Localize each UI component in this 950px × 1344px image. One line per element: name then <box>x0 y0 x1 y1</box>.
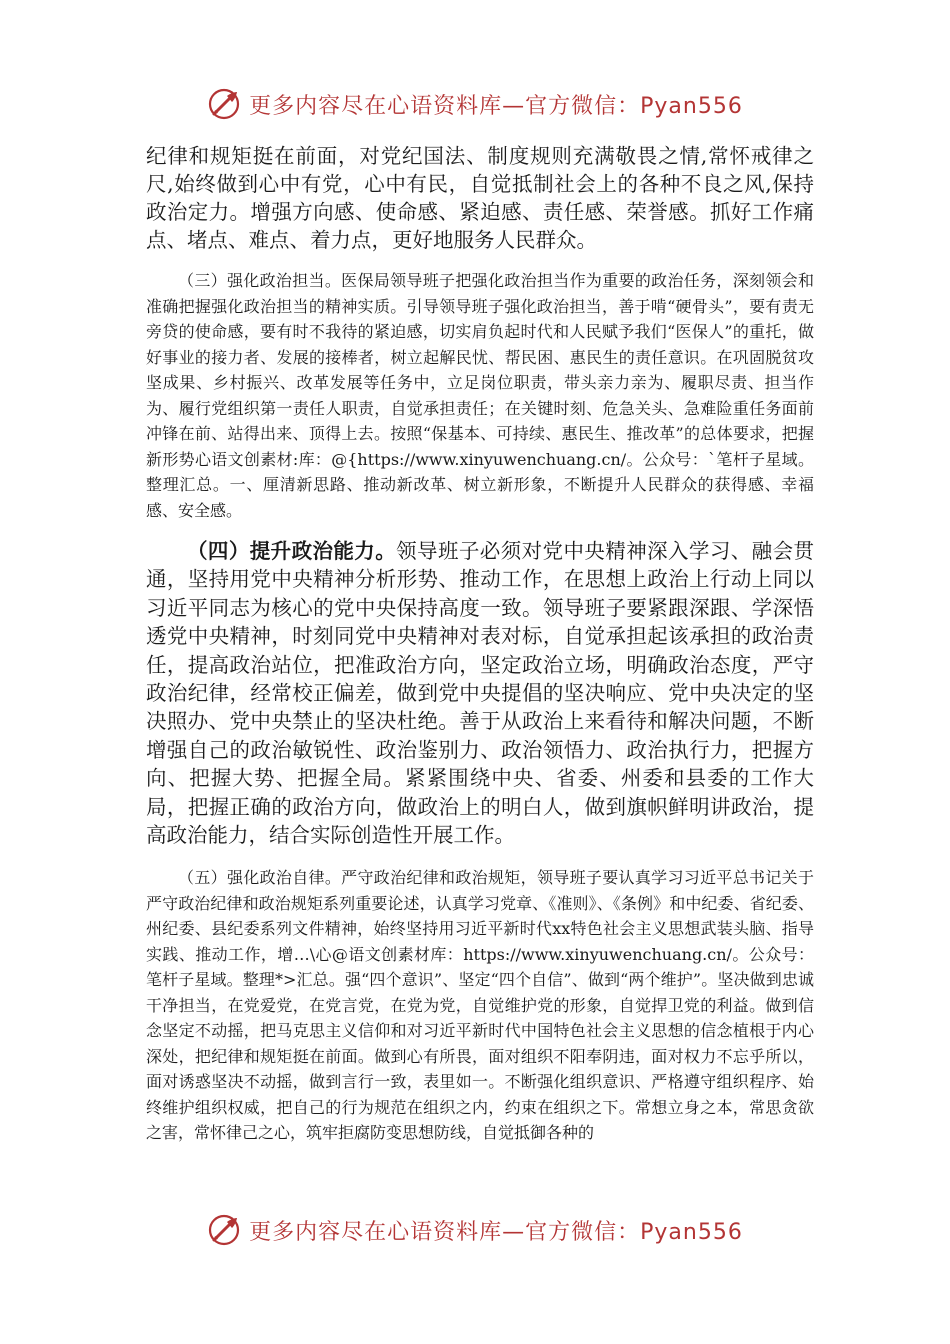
quill-pen-logo-icon <box>207 87 241 121</box>
paragraph-political-self-discipline: （五）强化政治自律。严守政治纪律和政治规矩，领导班子要认真学习习近平总书记关于严守政治纪律和政治规矩系列重要论述，认真学习党章、《准则》、《条例》和中纪委、省纪委、州纪委、县纪委系列文件精神，始终坚持用习近平新时代xx特色社会主义思想武装头脑、指导实践、推动工作，增…\心@语文创素材库：https://www.xinyuwenchuang.cn/。公众号：笔杆子星域。整理*>汇总。强“四个意识”、坚定“四个自信”、做到“两个维护”。坚决做到忠诚干净担当，在党爱党，在党言党，在党为党，自觉维护党的形象，自觉捍卫党的利益。做到信念坚定不动摇，把马克思主义信仰和对习近平新时代中国特色社会主义思想的信念植根于内心深处，把纪律和规矩挺在前面。做到心有所畏，面对组织不阳奉阴违，面对权力不忘乎所以，面对诱惑坚决不动摇，做到言行一致，表里如一。不断强化组织意识、严格遵守组织程序、始终维护组织权威，把自己的行为规范在组织之内，约束在组织之下。常想立身之本，常思贪欲之害，常怀律己之心，筑牢拒腐防变思想防线，自觉抵御各种的 <box>146 868 814 1143</box>
section-heading-political-capability: （四）提升政治能力。 <box>187 539 397 563</box>
paragraph-political-capability-body: 领导班子必须对党中央精神深入学习、融会贯通，坚持用党中央精神分析形势、推动工作，在思想上政治上行动上同以习近平同志为核心的党中央保持高度一致。领导班子要紧跟深跟、学深悟透党中央精神，时刻同党中央精神对表对标，自觉承担起该承担的政治责任，提高政治站位，把准政治方向，坚定政治立场，明确政治态度，严守政治纪律，经常校正偏差，做到党中央提倡的坚决响应、党中央决定的坚决照办、党中央禁止的坚决杜绝。善于从政治上来看待和解决问题，不断增强自己的政治敏锐性、政治鉴别力、政治领悟力、政治执行力，把握方向、把握大势、把握全局。紧紧围绕中央、省委、州委和县委的工作大局，把握正确的政治方向，做政治上的明白人，做到旗帜鲜明讲政治，提高政治能力，结合实际创造性开展工作。 <box>146 539 815 848</box>
footer-banner <box>0 1208 950 1252</box>
banner-text: 更多内容尽在心语资料库—官方微信：Pyan556 <box>249 1219 743 1245</box>
paragraph-discipline-continuation: 纪律和规矩挺在前面，对党纪国法、制度规则充满敬畏之情,常怀戒律之尺,始终做到心中有党，心中有民，自觉抵制社会上的各种不良之风,保持政治定力。增强方向感、使命感、紧迫感、责任感、荣誉感。抓好工作痛点、堵点、难点、着力点，更好地服务人民群众。 <box>146 144 814 252</box>
paragraph-political-capability <box>146 537 814 849</box>
banner-text: 更多内容尽在心语资料库—官方微信：Pyan556 <box>249 93 743 119</box>
header-banner <box>0 82 950 126</box>
quill-pen-logo-icon <box>207 1213 241 1247</box>
document-body <box>146 142 814 1146</box>
paragraph-political-responsibility: （三）强化政治担当。医保局领导班子把强化政治担当作为重要的政治任务，深刻领会和准确把握强化政治担当的精神实质。引导领导班子强化政治担当，善于啃“硬骨头”，要有责无旁贷的使命感，要有时不我待的紧迫感，切实肩负起时代和人民赋予我们“医保人”的重托，做好事业的接力者、发展的接棒者，树立起解民忧、帮民困、惠民生的责任意识。在巩固脱贫攻坚成果、乡村振兴、改革发展等任务中，立足岗位职责，带头亲力亲为、履职尽责、担当作为、履行党组织第一责任人职责，自觉承担责任；在关键时刻、危急关头、急难险重任务面前冲锋在前、站得出来、顶得上去。按照“保基本、可持续、惠民生、推改革”的总体要求，把握新形势心语文创素材:库：@{https://www.xinyuwenchuang.cn/。公众号：`笔杆子星域。整理汇总。一、厘清新思路、推动新改革、树立新形象，不断提升人民群众的获得感、幸福感、安全感。 <box>146 271 814 520</box>
